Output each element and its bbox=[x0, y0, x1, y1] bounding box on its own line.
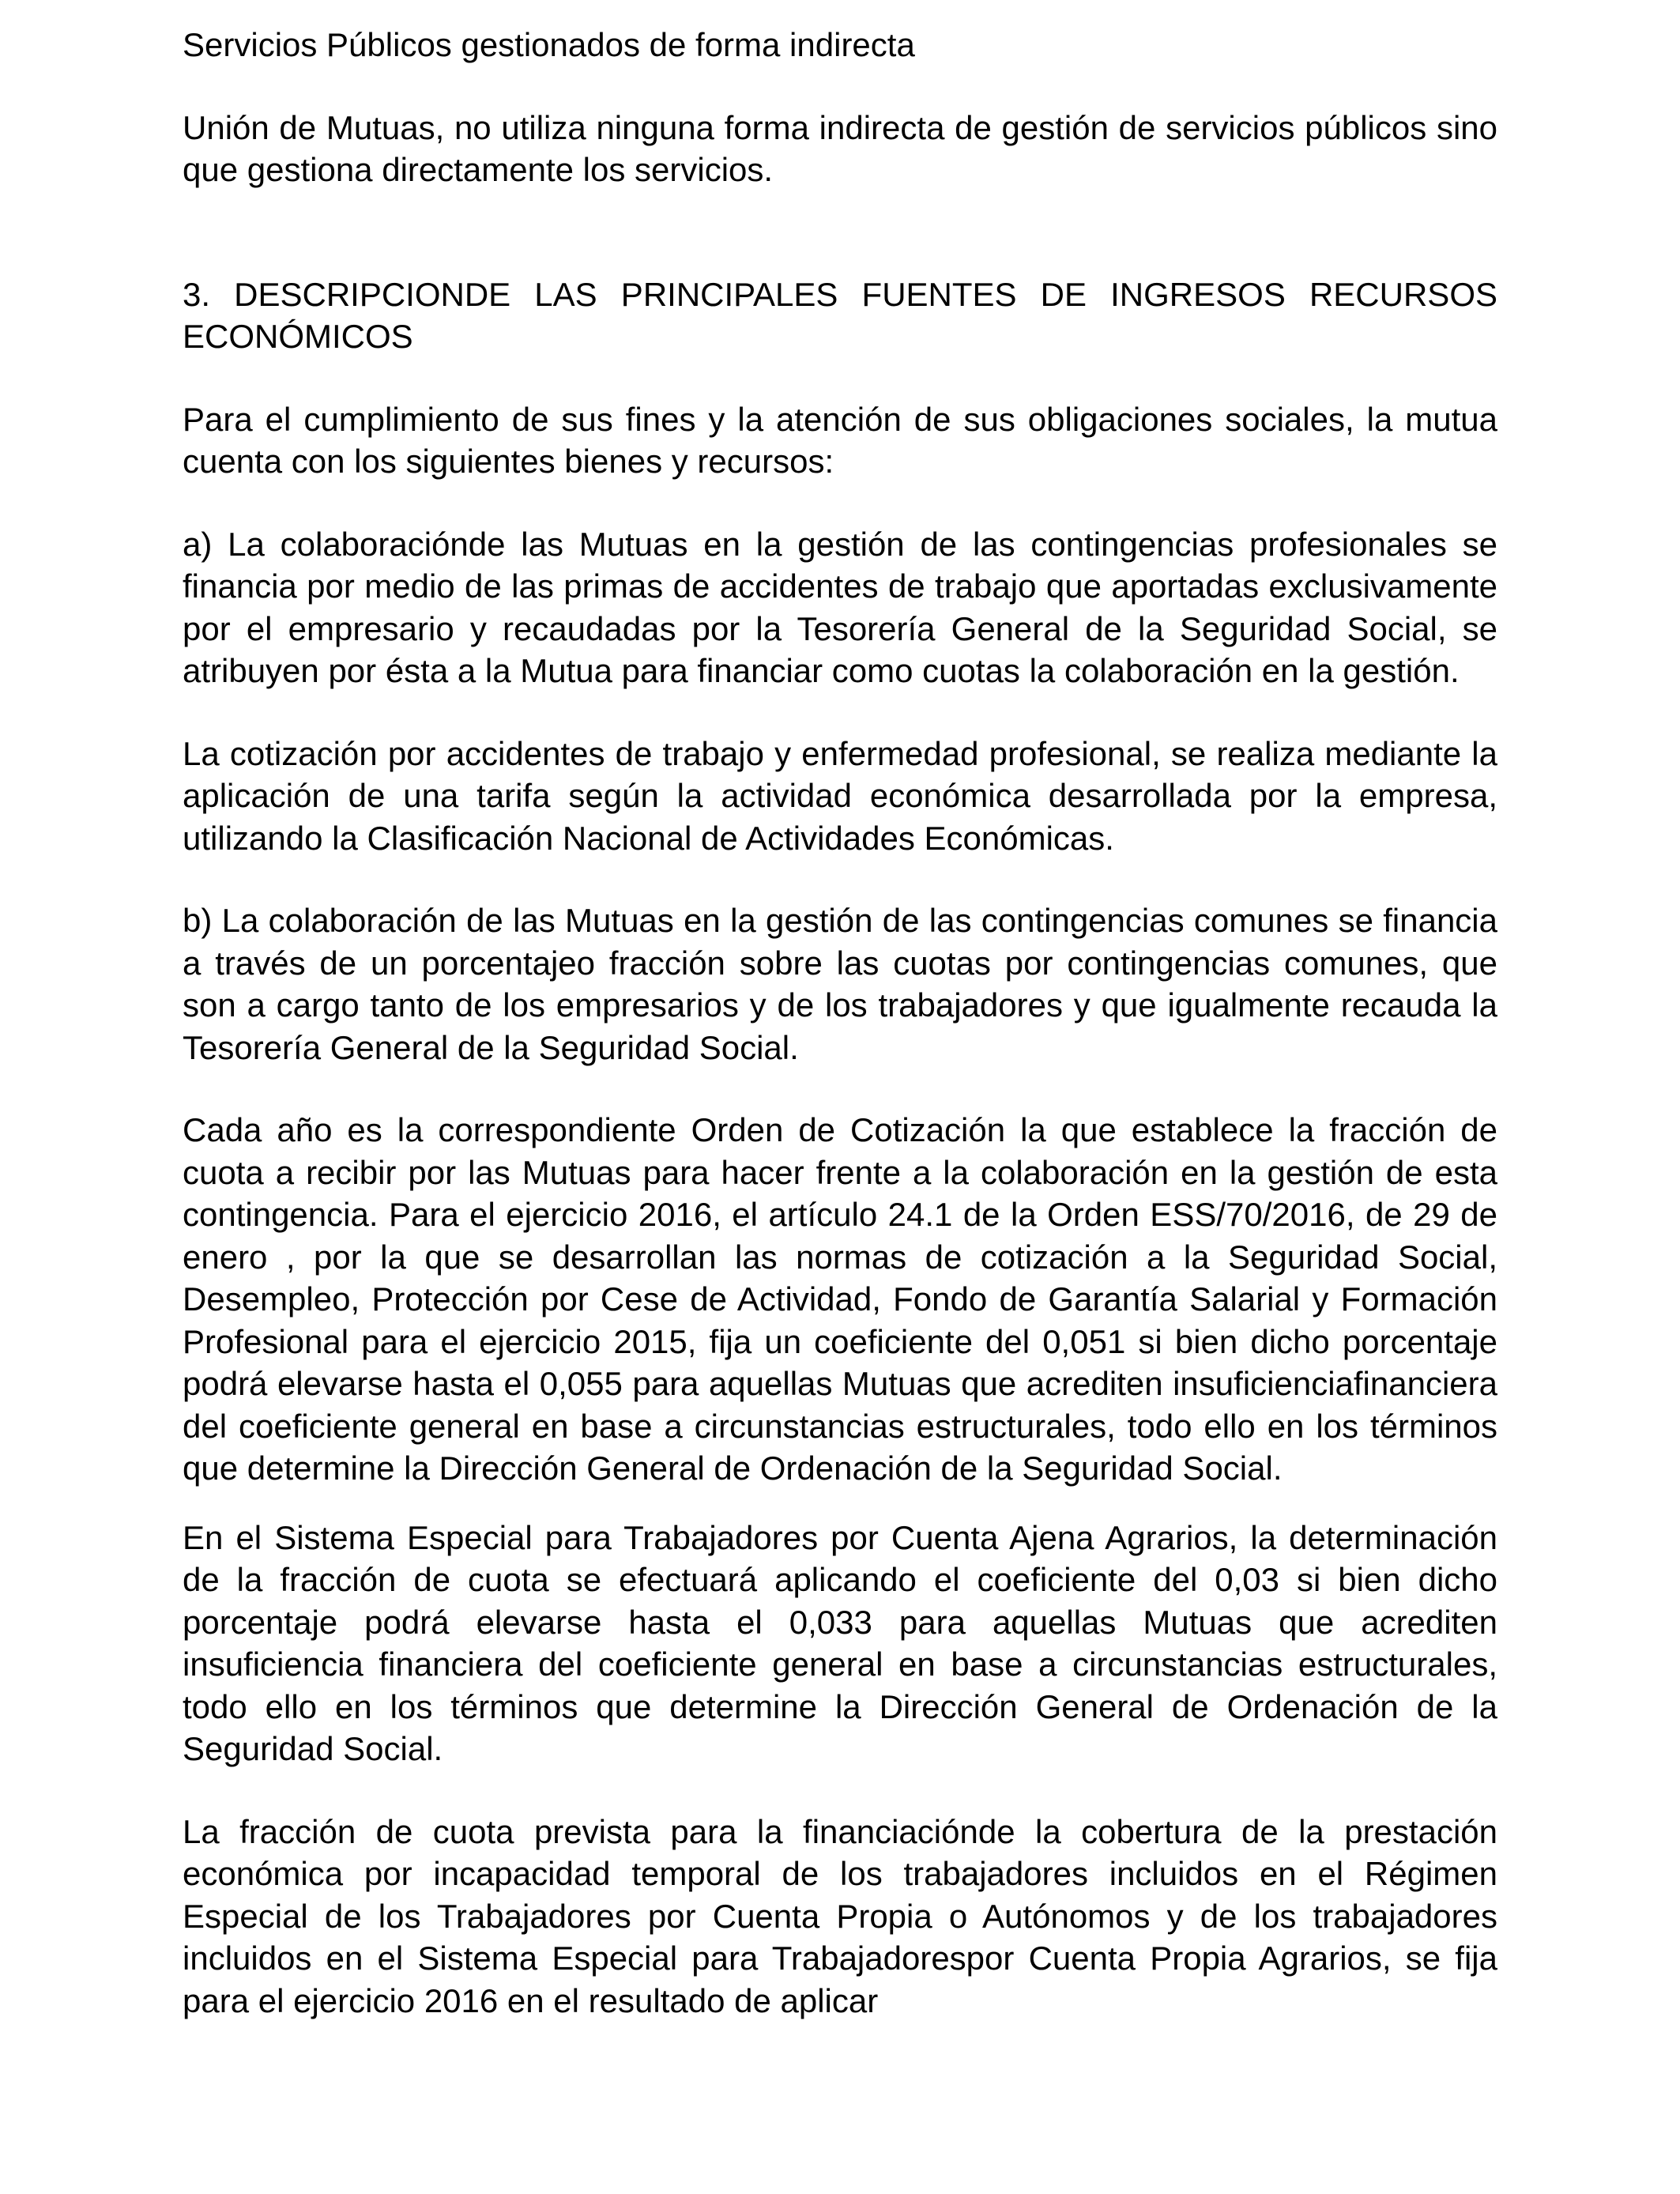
intro-paragraph: Unión de Mutuas, no utiliza ninguna forma indirecta de gestión de servicios públicos sino que gestiona directamente los servicios. bbox=[183, 108, 1497, 188]
paragraph-cumplimiento: Para el cumplimiento de sus fines y la atención de sus obligaciones sociales, la mutua cuenta con los siguientes bienes y recursos: bbox=[183, 400, 1497, 480]
paragraph-fraccion-cuota: La fracción de cuota prevista para la financiaciónde la cobertura de la prestación económica por incapacidad temporal de los trabajadores incluidos en el Régimen Especial de los Trabajadores por Cuenta Propia o Autónomos y de los trabajadores incluidos en el Sistema Especial para Trabajadorespor Cuenta Propia Agrarios, se fija para el ejercicio 2016 en el resultado de aplicar bbox=[183, 1812, 1497, 2019]
document-page bbox=[183, 24, 1497, 2022]
paragraph-sistema-agrarios: En el Sistema Especial para Trabajadores por Cuenta Ajena Agrarios, la determinación de la fracción de cuota se efectuará aplicando el coeficiente del 0,03 si bien dicho porcentaje podrá elevarse hasta el 0,033 para aquellas Mutuas que acrediten insuficiencia financiera del coeficiente general en base a circunstancias estructurales, todo ello en los términos que determine la Dirección General de Ordenación de la Seguridad Social. bbox=[183, 1518, 1497, 1767]
paragraph-contingencias-comunes: b) La colaboración de las Mutuas en la gestión de las contingencias comunes se financia a través de un porcentajeo fracción sobre las cuotas por contingencias comunes, que son a cargo tanto de los empresarios y de los trabajadores y que igualmente recauda la Tesorería General de la Seguridad Social. bbox=[183, 902, 1497, 1066]
section-heading-servicios: Servicios Públicos gestionados de forma indirecta bbox=[183, 26, 915, 63]
paragraph-orden-cotizacion: Cada año es la correspondiente Orden de Cotización la que establece la fracción de cuota a recibir por las Mutuas para hacer frente a la colaboración en la gestión de esta contingencia. Para el ejercicio 2016, el artículo 24.1 de la Orden ESS/70/2016, de 29 de enero , por la que se desarrollan las normas de cotización a la Seguridad Social, Desempleo, Protección por Cese de Actividad, Fondo de Garantía Salarial y Formación Profesional para el ejercicio 2015, fija un coeficiente del 0,051 si bien dicho porcentaje podrá elevarse hasta el 0,055 para aquellas Mutuas que acrediten insuficienciafinanciera del coeficiente general en base a circunstancias estructurales, todo ello en los términos que determine la Dirección General de Ordenación de la Seguridad Social. bbox=[183, 1111, 1497, 1487]
paragraph-cotizacion: La cotización por accidentes de trabajo y enfermedad profesional, se realiza mediante la aplicación de una tarifa según la actividad económica desarrollada por la empresa, utilizando la Clasificación Nacional de Actividades Económicas. bbox=[183, 734, 1497, 857]
paragraph-contingencias-profesionales: a) La colaboraciónde las Mutuas en la gestión de las contingencias profesionales se financia por medio de las primas de accidentes de trabajo que aportadas exclusivamente por el empresario y recaudadas por la Tesorería General de la Seguridad Social, se atribuyen por ésta a la Mutua para financiar como cuotas la colaboración en la gestión. bbox=[183, 525, 1497, 689]
section-heading-fuentes-ingresos: 3. DESCRIPCIONDE LAS PRINCIPALES FUENTES DE INGRESOS RECURSOS ECONÓMICOS bbox=[183, 275, 1497, 355]
